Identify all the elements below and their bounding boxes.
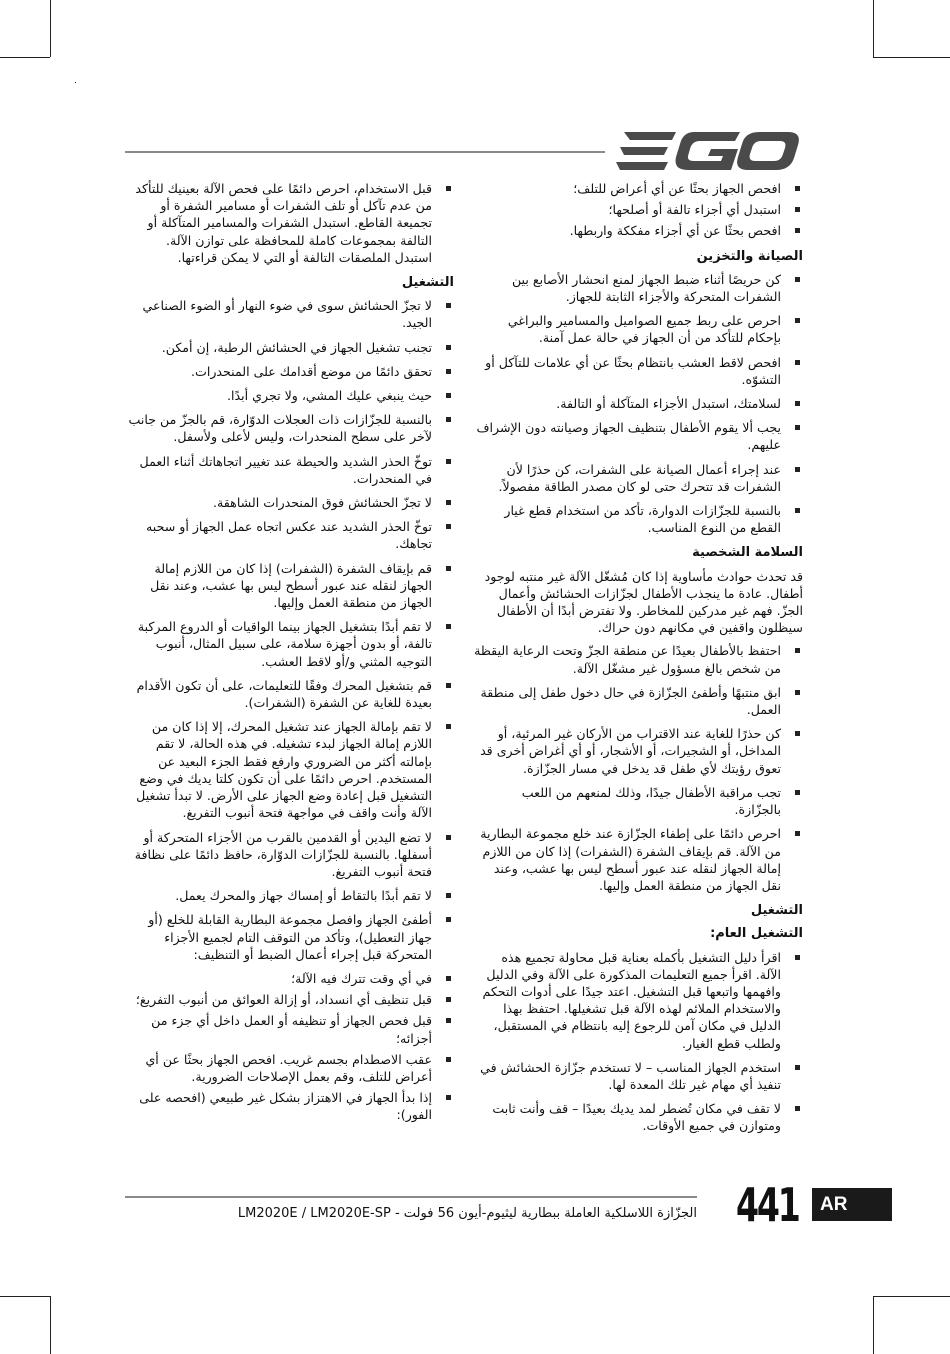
list-item: قم بتشغيل المحرك وفقًا للتعليمات، على أن تكون الأقدام بعيدة للغاية عن الشفرة (الشفرات). <box>128 677 454 711</box>
section-heading-operation: التشغيل <box>750 903 803 919</box>
section-heading-personal-safety: السلامة الشخصية <box>692 545 803 561</box>
list-item: لا تضع اليدين أو القدمين بالقرب من الأجزاء المتحركة أو أسفلها. بالنسبة للجزّازات الدوّارة، حافظ دائمًا على نظافة فتحة أنبوب التفريغ. <box>128 829 454 881</box>
list-item: افحص الجهاز بحثًا عن أي أعراض للتلف؛ <box>473 180 803 197</box>
list-item: احتفظ بالأطفال بعيدًا عن منطقة الجزّ وتحت الرعاية اليقظة من شخص بالغ مسؤول غير مشغّل الآلة. <box>473 642 803 676</box>
stop-conditions-list <box>128 970 454 1124</box>
personal-safety-list <box>473 642 803 894</box>
list-item: لا تقف في مكان تُضطر لمد يديك بعيدًا – قف وأنت ثابت ومتوازن في جميع الأوقات. <box>473 1100 803 1134</box>
crop-mark <box>50 1296 51 1354</box>
list-item: لا تقم أبدًا بالتقاط أو إمساك جهاز والمحرك يعمل. <box>128 887 454 904</box>
list-item: افحص لاقط العشب بانتظام بحثًا عن أي علامات للتآكل أو التشوّه. <box>473 354 803 388</box>
list-item: توخّ الحذر الشديد عند عكس اتجاه عمل الجهاز أو سحبه تجاهك. <box>128 518 454 552</box>
intro-list <box>473 180 803 240</box>
page-number: 441 <box>736 1178 799 1232</box>
personal-safety-paragraph: قد تحدث حوادث مأساوية إذا كان مُشغّل الآلة غير منتبه لوجود أطفال. عادة ما ينجذب الأطفال لجزّازات الحشائش وأعمال الجزّ. فهم غير مدركين للمخاطر. ولا تفترض أبدًا أن الأطفال سيظلون واقفين في مكانهم دون حراك. <box>484 568 803 636</box>
language-badge: AR <box>812 1188 892 1221</box>
list-item: تجنب تشغيل الجهاز في الحشائش الرطبة، إن أمكن. <box>128 339 454 356</box>
list-item: لا تقم بإمالة الجهاز عند تشغيل المحرك، إلا إذا كان من اللازم إمالة الجهاز لبدء تشغيله. في هذه الحالة، لا تقم بإمالته أكثر من الضروري وارفع فقط الجزء البعيد عن المستخدم. احرص دائمًا على أن تكون كلتا يديك في وضع التشغيل قبل إعادة وضع الجهاز على الأرض. لا تبدأ تشغيل الآلة وأنت واقف في مواجهة فتحة أنبوب التفريغ. <box>128 718 454 821</box>
crop-mark <box>0 57 50 58</box>
list-item: افحص بحثًا عن أي أجزاء مفككة واربطها. <box>473 222 803 239</box>
list-item: لسلامتك، استبدل الأجزاء المتآكلة أو التالفة. <box>473 395 803 412</box>
crop-mark <box>0 1296 50 1297</box>
list-item: كن حذرًا للغاية عند الاقتراب من الأركان غير المرئية، أو المداخل، أو الشجيرات، أو الأشجار، أو أي أغراض أخرى قد تعوق رؤيتك لأي طفل قد يدخل في مسار الجزّازة. <box>473 725 803 777</box>
list-item: عقب الاصطدام بجسم غريب. افحص الجهاز بحثًا عن أي أعراض للتلف، وقم بعمل الإصلاحات الضرورية. <box>128 1051 454 1085</box>
left-column <box>128 180 454 1128</box>
list-item: يجب ألا يقوم الأطفال بتنظيف الجهاز وصيانته دون الإشراف عليهم. <box>473 419 803 453</box>
operation-list <box>128 297 454 963</box>
list-item: استبدل أي أجزاء تالفة أو أصلحها؛ <box>473 201 803 218</box>
crop-mark <box>873 0 874 57</box>
crop-mark <box>75 82 76 83</box>
list-item: في أي وقت تترك فيه الآلة؛ <box>128 970 454 987</box>
list-item: قبل الاستخدام، احرص دائمًا على فحص الآلة بعينيك للتأكد من عدم تآكل أو تلف الشفرات أو مسامير الشفرة أو تجميعة القاطع. استبدل الشفرات والمسامير المتآكلة أو التالفة بمجموعات كاملة للمحافظة على توازن الآلة. استبدل الملصقات التالفة أو التي لا يمكن قراءتها. <box>128 180 454 266</box>
list-item: لا تجزّ الحشائش سوى في ضوء النهار أو الضوء الصناعي الجيد. <box>128 297 454 331</box>
footer-product-title: LM2020E / LM2020E-SP - الجزّازة اللاسلكية العاملة ببطارية ليثيوم-أيون 56 فولت <box>237 1206 697 1221</box>
list-item: تحقق دائمًا من موضع أقدامك على المنحدرات. <box>128 363 454 380</box>
footer-rule <box>125 1196 697 1198</box>
list-item: لا تقم أبدًا بتشغيل الجهاز بينما الواقيات أو الدروع المركبة تالفة، أو بدون أجهزة سلامة، على سبيل المثال، أنبوب التوجيه المثني و/أو لاقط العشب. <box>128 618 454 670</box>
list-item: إذا بدأ الجهاز في الاهتزاز بشكل غير طبيعي (افحصه على الفور): <box>128 1089 454 1123</box>
list-item: توخّ الحذر الشديد والحيطة عند تغيير اتجاهاتك أثناء العمل في المنحدرات. <box>128 453 454 487</box>
list-item: تجب مراقبة الأطفال جيدًا، وذلك لمنعهم من اللعب بالجزّازة. <box>473 784 803 818</box>
list-item: احرص دائمًا على إطفاء الجزّازة عند خلع مجموعة البطارية من الآلة. قم بإيقاف الشفرة (الشفرات) إذا كان من اللازم إمالة الجهاز لنقله عند عبور أسطح ليس بها عشب، وعند نقل الجهاز من منطقة العمل وإليها. <box>473 825 803 894</box>
list-item: بالنسبة للجزّازات ذات العجلات الدوّارة، قم بالجزّ من جانب لآخر على سطح المنحدرات، وليس لأعلى ولأسفل. <box>128 411 454 445</box>
crop-mark <box>873 57 950 58</box>
list-item: قبل تنظيف أي انسداد، أو إزالة العوائق من أنبوب التفريغ؛ <box>128 991 454 1008</box>
crop-mark <box>873 1296 950 1297</box>
list-item: قم بإيقاف الشفرة (الشفرات) إذا كان من اللازم إمالة الجهاز لنقله عند عبور أسطح ليس بها عشب، وعند نقل الجهاز من منطقة العمل وإليها. <box>128 560 454 612</box>
list-item: اقرأ دليل التشغيل بأكمله بعناية قبل محاولة تجميع هذه الآلة. اقرأ جميع التعليمات المذكورة على الآلة وفي الدليل وافهمها واتبعها قبل التشغيل. اعتد جيدًا على أدوات التحكم والاستخدام الملائم لهذه الآلة قبل تشغيلها. احتفظ بهذا الدليل في مكان آمن للرجوع إليه بانتظام في المستقبل، ولطلب قطع الغيار. <box>473 949 803 1052</box>
list-item: حيث ينبغي عليك المشي، ولا تجري أبدًا. <box>128 387 454 404</box>
maintenance-list <box>473 271 803 537</box>
list-item: احرص على ربط جميع الصواميل والمسامير والبراغي بإحكام للتأكد من أن الجهاز في حالة عمل آمنة. <box>473 312 803 346</box>
crop-mark <box>873 1296 874 1354</box>
list-item: كن حريصًا أثناء ضبط الجهاز لمنع انحشار الأصابع بين الشفرات المتحركة والأجزاء الثابتة للجهاز. <box>473 271 803 305</box>
list-item: قبل فحص الجهاز أو تنظيفه أو العمل داخل أي جزء من أجزائه؛ <box>128 1012 454 1046</box>
section-heading-general-operation: التشغيل العام: <box>710 926 803 942</box>
right-column <box>473 180 803 1142</box>
header-rule <box>125 151 605 153</box>
pre-use-list <box>128 180 454 266</box>
list-item: أطفئ الجهاز وافصل مجموعة البطارية القابلة للخلع (أو جهاز التعطيل)، وتأكد من التوقف التام لجميع الأجزاء المتحركة قبل إجراء أعمال الضبط أو التنظيف: <box>128 911 454 963</box>
list-item: استخدم الجهاز المناسب – لا تستخدم جزّازة الحشائش في تنفيذ أي مهام غير تلك المعدة لها. <box>473 1059 803 1093</box>
general-operation-list <box>473 949 803 1135</box>
list-item: بالنسبة للجزّازات الدوارة، تأكد من استخدام قطع غيار القطع من النوع المناسب. <box>473 502 803 536</box>
section-heading-operation: التشغيل <box>401 275 454 291</box>
crop-mark <box>50 0 51 57</box>
ego-logo <box>616 130 800 172</box>
list-item: لا تجزّ الحشائش فوق المنحدرات الشاهقة. <box>128 494 454 511</box>
section-heading-maintenance: الصيانة والتخزين <box>696 248 803 264</box>
list-item: ابق منتبهًا وأطفئ الجزّازة في حال دخول طفل إلى منطقة العمل. <box>473 684 803 718</box>
list-item: عند إجراء أعمال الصيانة على الشفرات، كن حذرًا لأن الشفرات قد تتحرك حتى لو كان مصدر الطاقة مفصولاً. <box>473 461 803 495</box>
